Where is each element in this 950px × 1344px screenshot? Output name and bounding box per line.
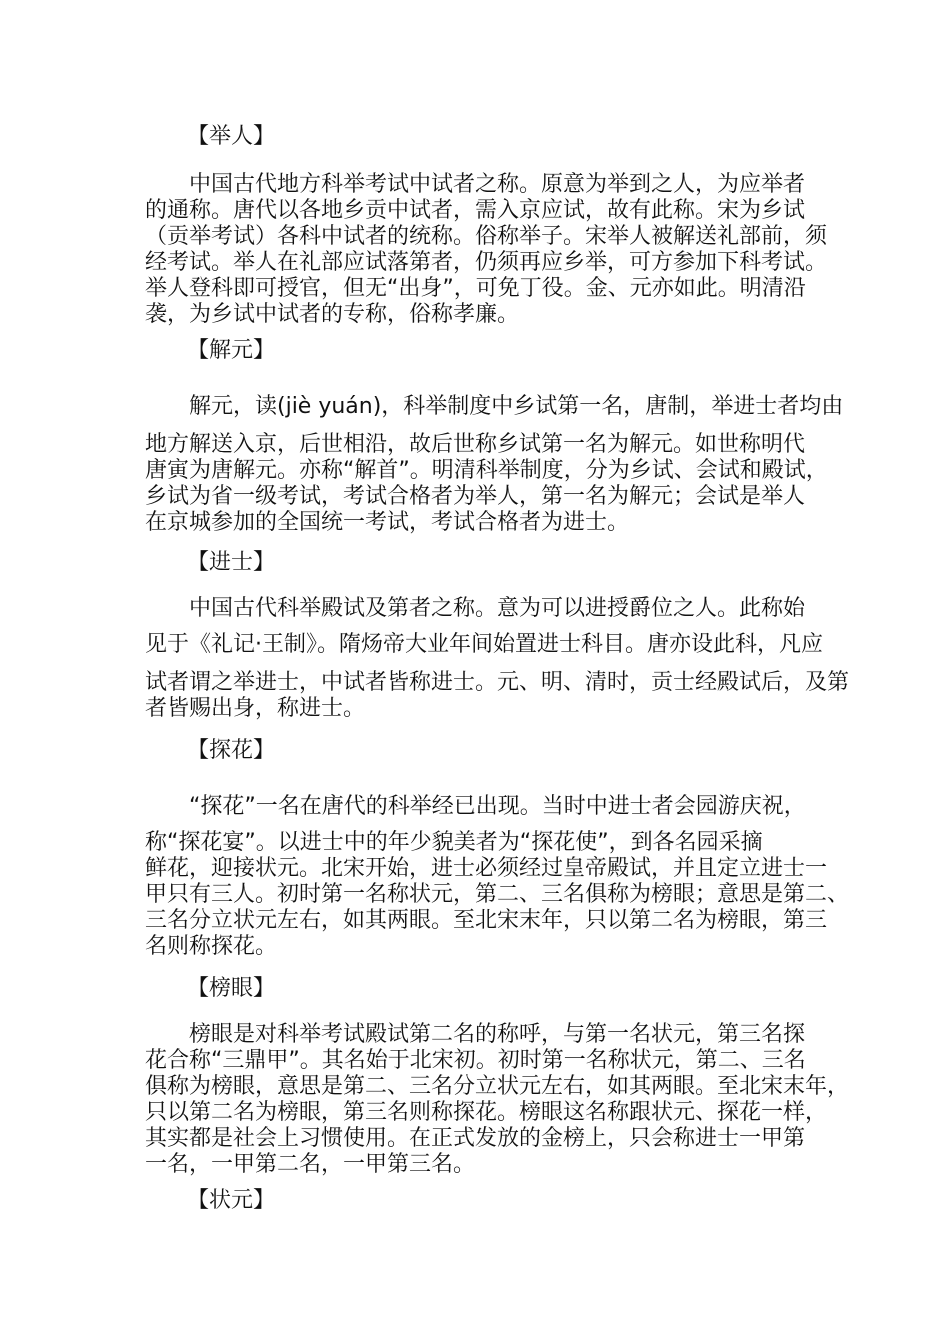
section-body-tanhua bbox=[145, 794, 850, 960]
text-line: 袭，为乡试中试者的专称，俗称孝廉。 bbox=[145, 302, 520, 327]
text-line: 的通称。唐代以各地乡贡中试者，需入京应试，故有此称。宋为乡试 bbox=[145, 198, 806, 223]
text-line: 花合称“三鼎甲”。其名始于北宋初。初时第一名称状元，第二、三名 bbox=[145, 1048, 806, 1073]
text-line: 三名分立状元左右，如其两眼。至北宋末年，只以第二名为榜眼，第三 bbox=[145, 908, 828, 933]
section-body-jieyuan bbox=[145, 394, 844, 536]
text-line: 试者谓之举进士，中试者皆称进士。元、明、清时，贡士经殿试后，及第 bbox=[145, 670, 850, 695]
text-line: 名则称探花。 bbox=[145, 934, 278, 959]
section-heading-tanhua: 【探花】 bbox=[187, 738, 276, 763]
section-heading-bangyan: 【榜眼】 bbox=[187, 976, 276, 1001]
text-line: 称“探花宴”。以进士中的年少貌美者为“探花使”，到各名园采摘 bbox=[145, 830, 763, 855]
text-line: 俱称为榜眼，意思是第二、三名分立状元左右，如其两眼。至北宋末年， bbox=[145, 1074, 850, 1099]
section-heading-jinshi: 【进士】 bbox=[187, 550, 276, 575]
text-line: 其实都是社会上习惯使用。在正式发放的金榜上，只会称进士一甲第 bbox=[145, 1126, 806, 1151]
text-line: 者皆赐出身，称进士。 bbox=[145, 696, 366, 721]
section-body-bangyan bbox=[145, 1022, 850, 1178]
text-line: 一名，一甲第二名，一甲第三名。 bbox=[145, 1152, 476, 1177]
text-line: “探花”一名在唐代的科举经已出现。当时中进士者会园游庆祝， bbox=[189, 794, 806, 819]
section-heading-jieyuan: 【解元】 bbox=[187, 338, 276, 363]
section-heading-juren: 【举人】 bbox=[187, 124, 276, 149]
text-line: 中国古代科举殿试及第者之称。意为可以进授爵位之人。此称始 bbox=[189, 596, 806, 621]
text-line: 唐寅为唐解元。亦称“解首”。明清科举制度，分为乡试、会试和殿试， bbox=[145, 458, 828, 483]
text-line: 地方解送入京，后世相沿，故后世称乡试第一名为解元。如世称明代 bbox=[145, 432, 806, 457]
text-line: 榜眼是对科举考试殿试第二名的称呼，与第一名状元，第三名探 bbox=[189, 1022, 806, 1047]
text-line: 甲只有三人。初时第一名称状元，第二、三名俱称为榜眼；意思是第二、 bbox=[145, 882, 850, 907]
text-line: 见于《礼记·王制》。隋炀帝大业年间始置进士科目。唐亦设此科，凡应 bbox=[145, 632, 823, 657]
section-heading-zhuangyuan: 【状元】 bbox=[187, 1188, 276, 1213]
text-line: 乡试为省一级考试，考试合格者为举人，第一名为解元；会试是举人 bbox=[145, 484, 806, 509]
section-body-jinshi bbox=[145, 596, 850, 722]
text-line: 只以第二名为榜眼，第三名则称探花。榜眼这名称跟状元、探花一样， bbox=[145, 1100, 828, 1125]
text-line: 中国古代地方科举考试中试者之称。原意为举到之人，为应举者 bbox=[189, 172, 806, 197]
text-line: 举人登科即可授官，但无“出身”，可免丁役。金、元亦如此。明清沿 bbox=[145, 276, 806, 301]
text-line: 鲜花，迎接状元。北宋开始，进士必须经过皇帝殿试，并且定立进士一 bbox=[145, 856, 828, 881]
text-line: 经考试。举人在礼部应试落第者，仍须再应乡举，可方参加下科考试。 bbox=[145, 250, 828, 275]
section-body-juren bbox=[145, 172, 828, 328]
text-line: 解元，读(jiè yuán)，科举制度中乡试第一名，唐制，举进士者均由 bbox=[189, 394, 844, 419]
text-line: 在京城参加的全国统一考试，考试合格者为进士。 bbox=[145, 510, 630, 535]
text-line: （贡举考试）各科中试者的统称。俗称举子。宋举人被解送礼部前，须 bbox=[145, 224, 828, 249]
